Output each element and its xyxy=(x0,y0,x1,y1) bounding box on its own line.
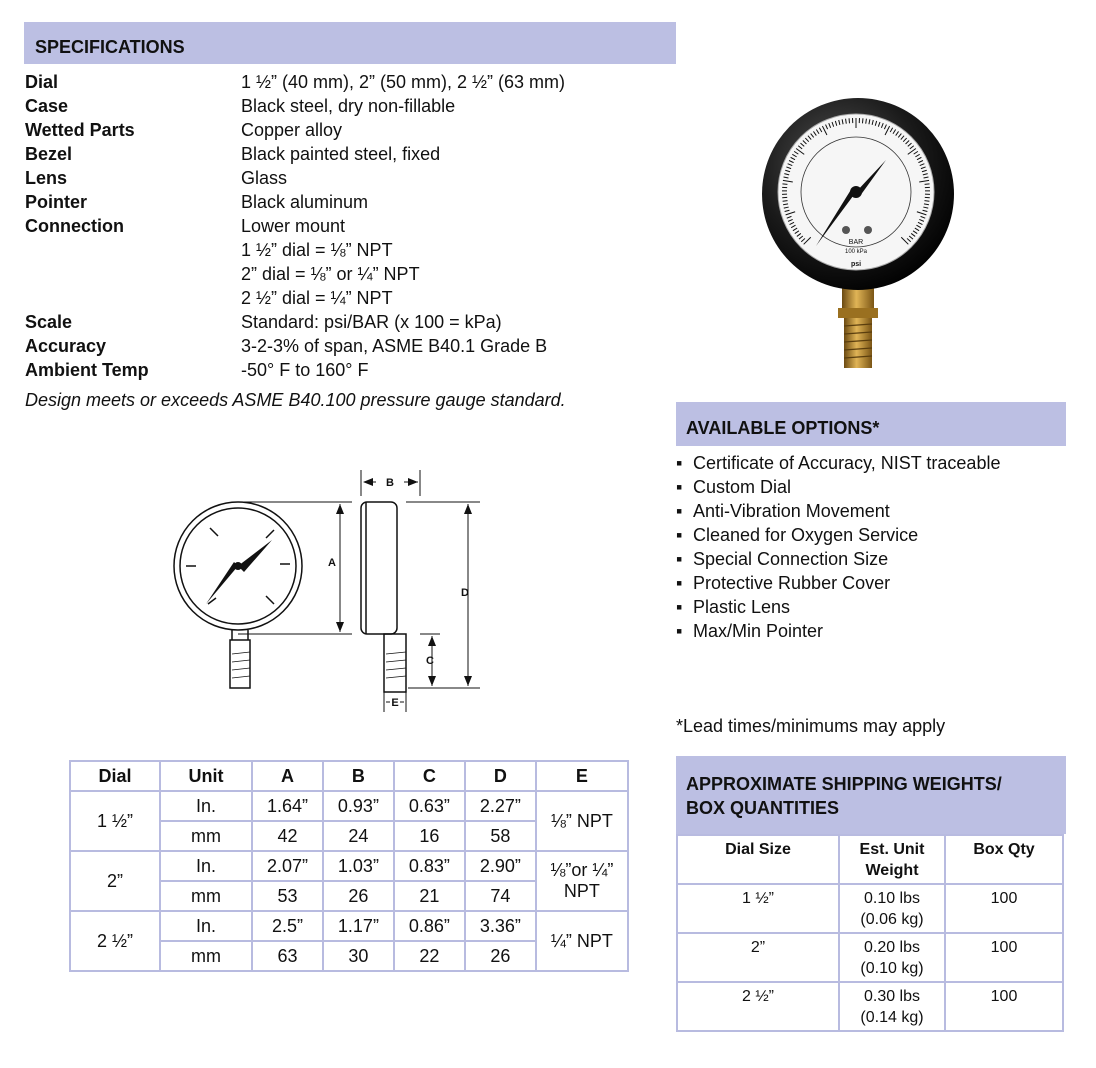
unit-weight-cell xyxy=(839,933,945,982)
spec-label: Case xyxy=(25,96,69,116)
dial-size-cell: 2” xyxy=(70,851,160,911)
header-dial: Dial xyxy=(70,761,160,791)
shipping-title-line1: APPROXIMATE SHIPPING WEIGHTS/ xyxy=(686,774,1002,794)
dial-size-cell: 1 ½” xyxy=(677,884,839,933)
option-label: Certificate of Accuracy, NIST traceable xyxy=(693,453,1001,473)
option-label: Protective Rubber Cover xyxy=(693,573,891,593)
dimension-d-cell: 58 xyxy=(465,821,536,851)
option-label: Anti-Vibration Movement xyxy=(693,501,890,521)
table-row xyxy=(70,851,628,881)
spec-label: Dial xyxy=(25,72,59,92)
weight-lbs: 0.30 lbs xyxy=(863,988,921,1005)
dimension-a-cell: 2.07” xyxy=(252,851,323,881)
spec-value: 1 ½” dial = ⅛” NPT xyxy=(241,240,393,260)
unit-cell: In. xyxy=(160,791,252,821)
dimension-c-cell: 21 xyxy=(394,881,465,911)
weight-kg: (0.06 kg) xyxy=(860,911,924,928)
header-weight-line2: Weight xyxy=(865,862,919,879)
specifications-note: Design meets or exceeds ASME B40.100 pressure gauge standard. xyxy=(25,390,566,410)
weight-kg: (0.14 kg) xyxy=(860,1009,924,1026)
dimension-e-cell: ⅛” NPT xyxy=(536,791,628,851)
table-row xyxy=(677,982,1063,1031)
dimension-b-cell: 0.93” xyxy=(323,791,394,821)
dimension-a-cell: 53 xyxy=(252,881,323,911)
drawing-label-c: C xyxy=(426,655,434,667)
dimension-d-cell: 2.27” xyxy=(465,791,536,821)
unit-cell: mm xyxy=(160,881,252,911)
spec-value: 2 ½” dial = ¼” NPT xyxy=(241,288,393,308)
unit-weight-cell xyxy=(839,982,945,1031)
dimensions-table-header-row xyxy=(70,761,628,791)
bullet-icon: ▪ xyxy=(676,549,683,569)
option-item xyxy=(676,547,1000,571)
spec-value: Black steel, dry non-fillable xyxy=(241,96,456,116)
dimension-e-cell: ¼” NPT xyxy=(536,911,628,971)
table-row xyxy=(70,791,628,821)
spec-value: Black aluminum xyxy=(241,192,369,212)
bullet-icon: ▪ xyxy=(676,453,683,473)
gauge-psi-text: psi xyxy=(850,261,862,268)
specifications-header: SPECIFICATIONS xyxy=(24,22,676,64)
gauge-kpa-text: 100 kPa xyxy=(844,249,868,255)
header-unit: Unit xyxy=(160,761,252,791)
dimension-c-cell: 0.63” xyxy=(394,791,465,821)
dimension-c-cell: 22 xyxy=(394,941,465,971)
dimension-b-cell: 26 xyxy=(323,881,394,911)
spec-value: Copper alloy xyxy=(241,120,343,140)
option-label: Max/Min Pointer xyxy=(693,621,824,641)
option-item xyxy=(676,523,1000,547)
option-label: Cleaned for Oxygen Service xyxy=(693,525,919,545)
gauge-bar-text: BAR xyxy=(848,239,864,246)
option-item xyxy=(676,571,1000,595)
unit-cell: mm xyxy=(160,941,252,971)
bullet-icon: ▪ xyxy=(676,501,683,521)
option-label: Custom Dial xyxy=(693,477,792,497)
unit-cell: mm xyxy=(160,821,252,851)
header-b: B xyxy=(323,761,394,791)
shipping-weights-table xyxy=(676,834,1064,1032)
spec-value: 1 ½” (40 mm), 2” (50 mm), 2 ½” (63 mm) xyxy=(241,72,566,92)
spec-label: Wetted Parts xyxy=(25,120,135,140)
dimension-d-cell: 74 xyxy=(465,881,536,911)
header-a: A xyxy=(252,761,323,791)
weight-lbs: 0.10 lbs xyxy=(863,890,921,907)
dimension-d-cell: 26 xyxy=(465,941,536,971)
spec-label: Pointer xyxy=(25,192,88,212)
dimension-d-cell: 3.36” xyxy=(465,911,536,941)
spec-label: Accuracy xyxy=(25,336,107,356)
spec-value: Black painted steel, fixed xyxy=(241,144,441,164)
weight-kg: (0.10 kg) xyxy=(860,960,924,977)
available-options-header: AVAILABLE OPTIONS* xyxy=(676,402,1066,446)
drawing-label-d: D xyxy=(461,587,469,599)
spec-value: Glass xyxy=(241,168,288,188)
shipping-table-header-row xyxy=(677,835,1063,884)
gauge-dimension-drawing xyxy=(168,464,498,712)
drawing-label-a: A xyxy=(328,557,336,569)
box-qty-cell: 100 xyxy=(945,884,1063,933)
shipping-weights-header xyxy=(676,756,1066,834)
dimension-b-cell: 1.17” xyxy=(323,911,394,941)
header-weight-line1: Est. Unit xyxy=(859,841,925,858)
table-row xyxy=(70,911,628,941)
unit-cell: In. xyxy=(160,851,252,881)
unit-cell: In. xyxy=(160,911,252,941)
header-d: D xyxy=(465,761,536,791)
option-item xyxy=(676,619,1000,643)
dimension-d-cell: 2.90” xyxy=(465,851,536,881)
dimension-c-cell: 16 xyxy=(394,821,465,851)
header-unit-weight xyxy=(839,835,945,884)
spec-label: Ambient Temp xyxy=(25,360,149,380)
weight-lbs: 0.20 lbs xyxy=(863,939,921,956)
drawing-label-b: B xyxy=(386,477,394,489)
dimension-a-cell: 1.64” xyxy=(252,791,323,821)
box-qty-cell: 100 xyxy=(945,982,1063,1031)
dimension-b-cell: 30 xyxy=(323,941,394,971)
header-box-qty: Box Qty xyxy=(945,835,1063,884)
available-options-list xyxy=(676,451,1000,643)
bullet-icon: ▪ xyxy=(676,477,683,497)
bullet-icon: ▪ xyxy=(676,597,683,617)
header-c: C xyxy=(394,761,465,791)
box-qty-cell: 100 xyxy=(945,933,1063,982)
option-label: Plastic Lens xyxy=(693,597,791,617)
lead-times-note: *Lead times/minimums may apply xyxy=(676,716,946,736)
dimension-c-cell: 0.86” xyxy=(394,911,465,941)
dimension-b-cell: 1.03” xyxy=(323,851,394,881)
bullet-icon: ▪ xyxy=(676,621,683,641)
option-item xyxy=(676,475,1000,499)
option-item xyxy=(676,499,1000,523)
header-dial-size: Dial Size xyxy=(677,835,839,884)
dimension-a-cell: 42 xyxy=(252,821,323,851)
spec-label: Scale xyxy=(25,312,73,332)
bullet-icon: ▪ xyxy=(676,573,683,593)
spec-value: Lower mount xyxy=(241,216,346,236)
table-row xyxy=(677,884,1063,933)
unit-weight-cell xyxy=(839,884,945,933)
dial-size-cell: 1 ½” xyxy=(70,791,160,851)
drawing-label-e: E xyxy=(391,697,399,709)
pressure-gauge-photo xyxy=(758,96,958,372)
dimension-b-cell: 24 xyxy=(323,821,394,851)
option-item xyxy=(676,451,1000,475)
option-label: Special Connection Size xyxy=(693,549,889,569)
dimension-c-cell: 0.83” xyxy=(394,851,465,881)
option-item xyxy=(676,595,1000,619)
spec-value: 3-2-3% of span, ASME B40.1 Grade B xyxy=(241,336,548,356)
dial-size-cell: 2” xyxy=(677,933,839,982)
dial-size-cell: 2 ½” xyxy=(70,911,160,971)
dimension-e-cell: ⅛”or ¼” NPT xyxy=(536,851,628,911)
dimension-a-cell: 2.5” xyxy=(252,911,323,941)
spec-value: 2” dial = ⅛” or ¼” NPT xyxy=(241,264,420,284)
spec-value: Standard: psi/BAR (x 100 = kPa) xyxy=(241,312,502,332)
dimension-a-cell: 63 xyxy=(252,941,323,971)
header-e: E xyxy=(536,761,628,791)
spec-value: -50° F to 160° F xyxy=(241,360,369,380)
spec-label: Connection xyxy=(25,216,124,236)
spec-label: Lens xyxy=(25,168,68,188)
dimensions-table xyxy=(69,760,629,972)
dial-size-cell: 2 ½” xyxy=(677,982,839,1031)
table-row xyxy=(677,933,1063,982)
spec-label: Bezel xyxy=(25,144,73,164)
bullet-icon: ▪ xyxy=(676,525,683,545)
shipping-title-line2: BOX QUANTITIES xyxy=(686,798,840,818)
